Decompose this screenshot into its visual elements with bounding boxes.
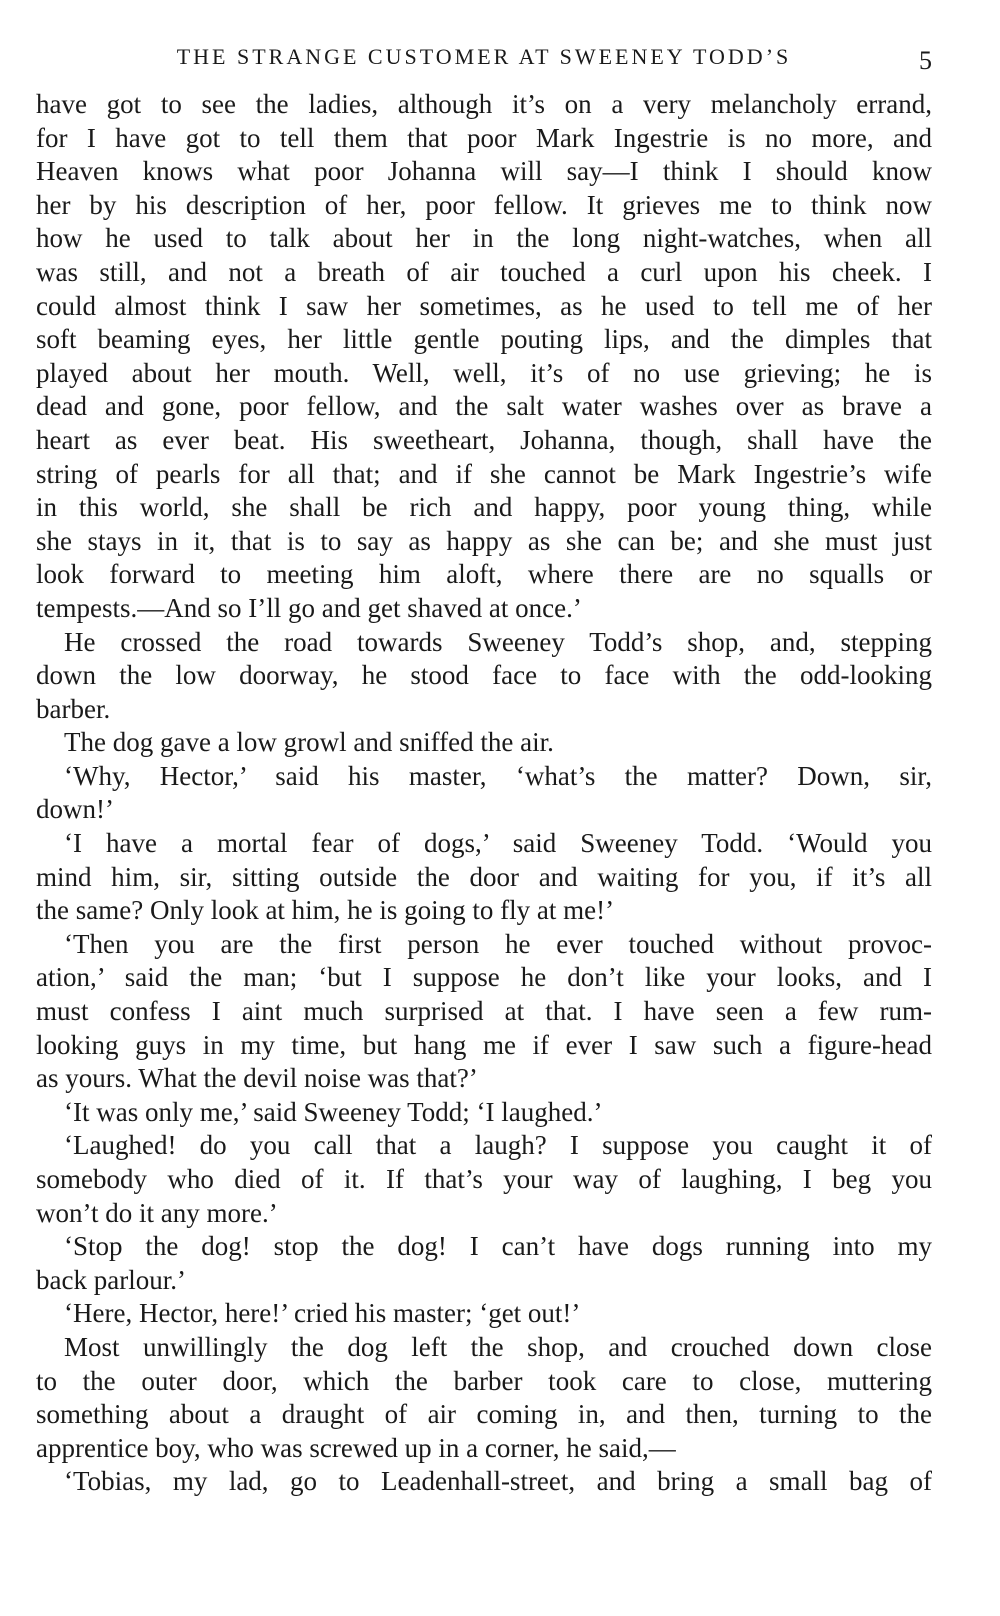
text-line: her by his description of her, poor fellow. It grieves me to think now: [36, 189, 932, 220]
text-line: in this world, she shall be rich and happy, poor young thing, while: [36, 492, 932, 523]
text-line: won’t do it any more.’: [36, 1197, 278, 1228]
text-line: He crossed the road towards Sweeney Todd’s shop, and, stepping: [64, 626, 932, 657]
text-line: as yours. What the devil noise was that?’: [36, 1063, 478, 1094]
text-line: down the low doorway, he stood face to face with the odd-looking: [36, 660, 932, 691]
text-line: have got to see the ladies, although it’s on a very melancholy errand,: [36, 89, 932, 119]
chapter-title: THE STRANGE CUSTOMER AT SWEENEY TODD’S: [176, 44, 792, 69]
text-line: ‘Stop the dog! stop the dog! I can’t have dogs running into my: [64, 1231, 932, 1262]
text-line: was still, and not a breath of air touched a curl upon his cheek. I: [36, 256, 932, 287]
text-line: the same? Only look at him, he is going to fly at me!’: [36, 895, 615, 926]
text-line: tempests.—And so I’ll go and get shaved at once.’: [36, 592, 582, 623]
text-line: for I have got to tell them that poor Mark Ingestrie is no more, and: [36, 122, 932, 153]
text-line: ‘Tobias, my lad, go to Leadenhall-street, and bring a small bag of: [64, 1466, 932, 1497]
text-line: something about a draught of air coming in, and then, turning to the: [36, 1399, 932, 1430]
text-line: mind him, sir, sitting outside the door and waiting for you, if it’s all: [36, 861, 932, 892]
text-line: soft beaming eyes, her little gentle pouting lips, and the dimples that: [36, 324, 932, 355]
text-line: ‘Laughed! do you call that a laugh? I suppose you caught it of: [64, 1130, 932, 1161]
body-text: [36, 88, 932, 1499]
text-line: apprentice boy, who was screwed up in a corner, he said,—: [36, 1432, 676, 1463]
text-line: The dog gave a low growl and sniffed the air.: [64, 727, 554, 758]
text-line: back parlour.’: [36, 1264, 186, 1295]
text-line: must confess I aint much surprised at that. I have seen a few rum-: [36, 996, 932, 1027]
text-line: played about her mouth. Well, well, it’s of no use grieving; he is: [36, 357, 932, 388]
text-line: ‘I have a mortal fear of dogs,’ said Sweeney Todd. ‘Would you: [64, 828, 932, 859]
text-line: ‘Here, Hector, here!’ cried his master; ‘get out!’: [64, 1298, 581, 1329]
text-line: how he used to talk about her in the long night-watches, when all: [36, 223, 932, 254]
text-line: looking guys in my time, but hang me if ever I saw such a figure-head: [36, 1029, 932, 1060]
page-number: 5: [919, 46, 932, 75]
text-line: she stays in it, that is to say as happy as she can be; and she must just: [36, 525, 932, 556]
text-line: ‘It was only me,’ said Sweeney Todd; ‘I laughed.’: [64, 1096, 603, 1127]
text-line: string of pearls for all that; and if she cannot be Mark Ingestrie’s wife: [36, 458, 932, 489]
text-line: could almost think I saw her sometimes, as he used to tell me of her: [36, 290, 932, 321]
text-line: down!’: [36, 794, 114, 825]
text-line: heart as ever beat. His sweetheart, Johanna, though, shall have the: [36, 424, 932, 455]
text-line: look forward to meeting him aloft, where there are no squalls or: [36, 559, 932, 590]
text-line: barber.: [36, 693, 111, 724]
text-line: ation,’ said the man; ‘but I suppose he don’t like your looks, and I: [36, 962, 932, 993]
text-line: ‘Then you are the first person he ever touched without provoc-: [64, 928, 932, 959]
text-line: somebody who died of it. If that’s your way of laughing, I beg you: [36, 1164, 932, 1194]
text-line: Most unwillingly the dog left the shop, and crouched down close: [64, 1331, 932, 1362]
text-line: dead and gone, poor fellow, and the salt water washes over as brave a: [36, 391, 932, 422]
text-line: Heaven knows what poor Johanna will say—I think I should know: [36, 156, 932, 187]
text-line: ‘Why, Hector,’ said his master, ‘what’s the matter? Down, sir,: [64, 760, 932, 791]
text-line: to the outer door, which the barber took care to close, muttering: [36, 1365, 932, 1396]
running-head: [36, 40, 932, 74]
